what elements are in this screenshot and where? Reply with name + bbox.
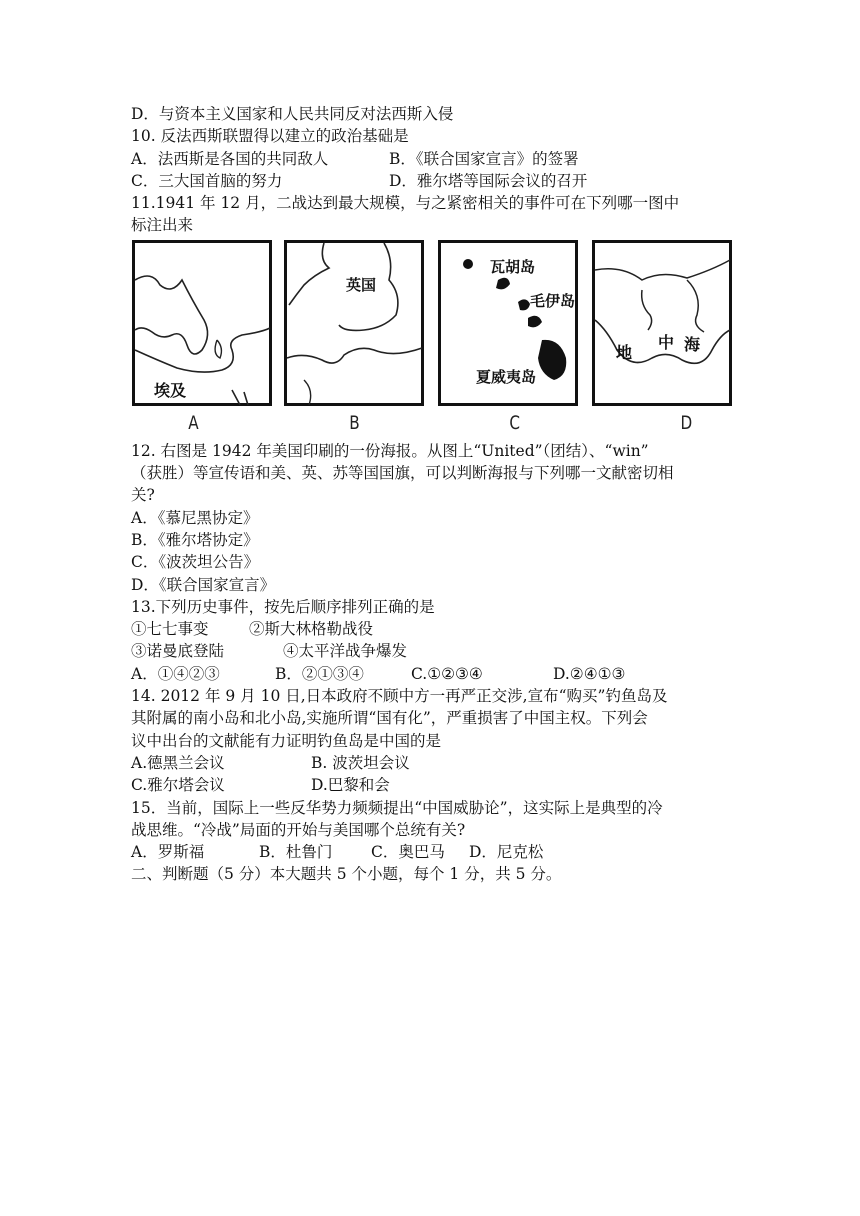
map-b-drawing: [284, 240, 424, 406]
map-a-drawing: [132, 240, 272, 406]
q15-option-c: C．奥巴马: [371, 843, 445, 862]
q13-option-a: A．①④②③: [131, 664, 220, 683]
q10-option-b: B．《联合国家宣言》的签署: [389, 149, 579, 168]
q13-events-row-2: [131, 640, 741, 662]
q14-stem-line-1: 14. 2012 年 9 月 10 日,日本政府不顾中方一再严正交涉,宣布“购买”钓鱼岛及: [131, 687, 668, 706]
q10-option-a: A．法西斯是各国的共同敌人: [131, 149, 329, 168]
map-a-letter: A: [188, 411, 199, 434]
map-d-label-1: 地: [616, 342, 633, 362]
map-d: [592, 240, 732, 412]
q14-option-d: D.巴黎和会: [311, 776, 390, 795]
map-d-label-2: 中: [658, 332, 675, 352]
q13-event-1: ①七七事变: [131, 620, 209, 639]
q13-event-4: ④太平洋战争爆发: [283, 642, 408, 661]
map-b-label: 英国: [346, 275, 377, 294]
q15-stem-line-1: 15．当前，国际上一些反华势力频频提出“中国威胁论”，这实际上是典型的冷: [131, 798, 663, 817]
q12-option-c: C．《波茨坦公告》: [131, 553, 260, 572]
q14-option-b: B. 波茨坦会议: [311, 753, 410, 772]
q13-option-b: B．②①③④: [275, 664, 364, 683]
q13-stem: 13.下列历史事件，按先后顺序排列正确的是: [131, 597, 435, 616]
q11-stem-line-1: 11.1941 年 12 月，二战达到最大规模，与之紧密相关的事件可在下列哪一图中: [131, 194, 680, 213]
q13-options-row: [131, 663, 741, 685]
q11-map-figures: [131, 240, 741, 440]
q13-event-2: ②斯大林格勒战役: [249, 620, 374, 639]
q15-option-b: B．杜鲁门: [259, 843, 333, 862]
q14-stem-line-3: 议中出台的文献能有力证明钓鱼岛是中国的是: [131, 731, 442, 750]
q12-stem-line-2: （获胜）等宣传语和美、英、苏等国国旗，可以判断海报与下列哪一文献密切相: [131, 464, 674, 483]
q13-event-3: ③诺曼底登陆: [131, 642, 225, 661]
map-d-label-3: 海: [684, 334, 701, 354]
q14-options-row-1: [131, 752, 741, 774]
q11-stem-line-2: 标注出来: [131, 216, 194, 235]
q10-options-row-2: [131, 170, 741, 192]
q10-stem: 10. 反法西斯联盟得以建立的政治基础是: [131, 127, 409, 146]
q15-option-d: D．尼克松: [469, 843, 544, 862]
q12-option-d: D．《联合国家宣言》: [131, 575, 276, 594]
map-c: [438, 240, 578, 412]
map-b-letter: B: [349, 411, 360, 434]
map-d-drawing: [592, 240, 732, 406]
q12-stem-line-3: 关?: [131, 486, 155, 505]
q10-option-d: D．雅尔塔等国际会议的召开: [389, 171, 588, 190]
map-d-letter: D: [680, 411, 693, 434]
map-c-drawing: [438, 240, 578, 406]
q14-stem-line-2: 其附属的南小岛和北小岛,实施所谓“国有化”，严重损害了中国主权。下列会: [131, 709, 648, 728]
q12-option-a: A．《慕尼黑协定》: [131, 508, 259, 527]
q10-options-row-1: [131, 148, 741, 170]
q14-option-a: A.德黑兰会议: [131, 753, 225, 772]
q13-option-d: D.②④①③: [553, 664, 626, 683]
q13-option-c: C.①②③④: [411, 664, 483, 683]
section-2-heading: 二、判断题（5 分）本大题共 5 个小题，每个 1 分，共 5 分。: [131, 865, 562, 884]
q10-option-c: C．三大国首脑的努力: [131, 171, 283, 190]
q15-stem-line-2: 战思维。“冷战”局面的开始与美国哪个总统有关?: [131, 820, 466, 839]
map-a-label: 埃及: [154, 380, 187, 400]
map-c-label-maui: 毛伊岛: [530, 291, 576, 310]
q12-option-b: B．《雅尔塔协定》: [131, 530, 259, 549]
q14-option-c: C.雅尔塔会议: [131, 776, 225, 795]
map-c-label-oahu: 瓦胡岛: [490, 257, 536, 276]
q14-options-row-2: [131, 774, 741, 796]
question-column: [131, 103, 741, 886]
map-c-letter: C: [509, 411, 520, 434]
q12-stem-line-1: 12. 右图是 1942 年美国印刷的一份海报。从图上“United”（团结）、“win”: [131, 441, 649, 460]
q15-options-row: [131, 841, 741, 863]
q9-option-d: D．与资本主义国家和人民共同反对法西斯入侵: [131, 105, 454, 123]
map-a: [132, 240, 272, 412]
q15-option-a: A．罗斯福: [131, 843, 205, 862]
map-c-label-hawaii: 夏威夷岛: [476, 367, 537, 386]
q13-events-row-1: [131, 618, 741, 640]
map-b: [284, 240, 424, 412]
